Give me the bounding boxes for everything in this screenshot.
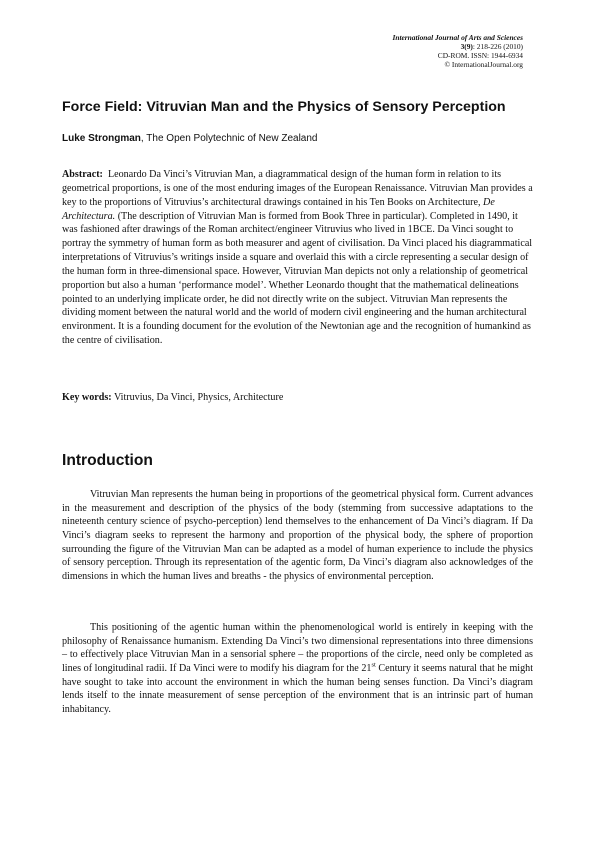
journal-header: [392, 33, 523, 69]
article-title: Force Field: Vitruvian Man and the Physics of Sensory Perception: [62, 99, 506, 115]
abstract: [62, 168, 533, 348]
paragraph2-part2: Century it seems natural that he might have sought to take into account the environment in which the human being senses function. Da Vinci’s diagram lends itself to the innate measurement of sense perception of the environment that is an intrinsic part of human inhabitancy.: [62, 662, 533, 715]
journal-volume-line: [392, 42, 523, 51]
journal-name: International Journal of Arts and Sciences: [392, 33, 523, 42]
keywords-text: Vitruvius, Da Vinci, Physics, Architecture: [113, 392, 284, 403]
journal-volume: 3(9): [460, 42, 473, 51]
keywords-label: Key words:: [62, 392, 112, 403]
journal-issn: CD-ROM. ISSN: 1944-6934: [437, 51, 523, 60]
paragraph2-part1: This positioning of the agentic human within the phenomenological world is entirely in keeping with the philosophy of Renaissance humanism. Extending Da Vinci’s two dimensional representations into three dimensions – to effectively place Vitruvian Man in a sensorial sphere – the proportions of the circle, need only be completed as lines of longitudinal radii. If Da Vinci were to modify his diagram for the 21: [62, 622, 533, 674]
author-name: Luke Strongman: [62, 133, 141, 144]
introduction-paragraph-1: Vitruvian Man represents the human being in proportions of the geometrical physical form. Current advances in the measurement and description of the physics of the body (stemming from successive adaptations to the nineteenth century science of psycho-perception) lend themselves to the enhancement of Da Vinci’s diagram. If Da Vinci’s diagram seeks to represent the harmony and proportion of the physical body, the sphere of proportion surrounding the figure of the Vitruvian Man can be adapted as a model of human experience to include the physics of sensory perception. Through its representation of the agentic form, Da Vinci’s diagram also acknowledges of the dimensions in which the human lives and breaths - the physics of environmental perception.: [62, 489, 533, 582]
paragraph2-superscript: st: [371, 661, 376, 669]
journal-pages-year: : 218-226 (2010): [472, 42, 523, 51]
section-heading-introduction: Introduction: [62, 452, 153, 469]
abstract-text-part2: (The description of Vitruvian Man is formed from Book Three in particular). Completed in 1490, it was fashioned after drawings of the Roman architect/engineer Vitruvius who lived in 1BCE. Da Vinci sought to portray the symmetry of human form as both measurer and agent of civilisation. Da Vinci placed his diagrammatical interpretations of Vitruvius’s writings inside a square and overlaid this with a circle representing a secular design of the human form in three-dimensional space. However, Vitruvian Man depicts not only a relationship of geometrical proportion but also a human ‘performance model’. Whether Leonardo thought that the mathematical delineations pointed to an underlying implicate order, he did not directly write on the subject. Vitruvian Man represents the dividing moment between the natural world and the world of modern civil engineering and the human architectural environment. It is a founding document for the evolution of the Newtonian age and the recognition of humankind as the centre of civilisation.: [62, 210, 533, 347]
introduction-paragraph-2: [62, 621, 533, 717]
journal-copyright: © InternationalJournal.org: [444, 60, 523, 69]
keywords: [62, 391, 533, 404]
abstract-text-part1: Leonardo Da Vinci’s Vitruvian Man, a diagrammatical design of the human form in relation to its geometrical proportions, is one of the most enduring images of the European Renaissance. Vitruvian Man provides a key to the proportions of Vitruvius’s architectural drawings contained in his Ten Books on Architecture,: [62, 169, 533, 208]
author-affiliation: , The Open Polytechnic of New Zealand: [140, 133, 318, 144]
abstract-italic-title: De Architectura.: [62, 196, 495, 222]
abstract-label: Abstract:: [62, 169, 103, 180]
author-line: [62, 132, 542, 145]
